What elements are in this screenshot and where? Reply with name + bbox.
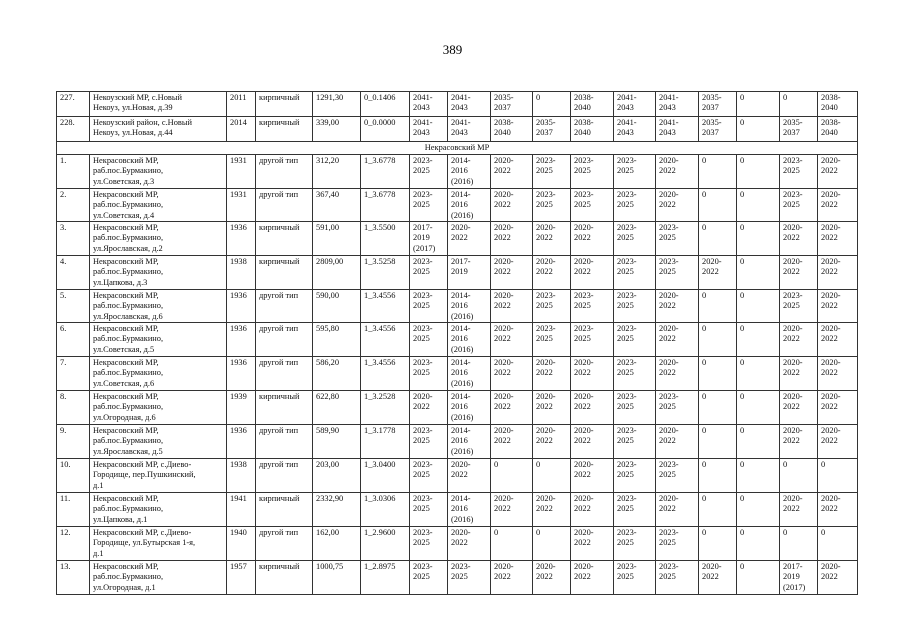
table-cell: 2023- 2025 <box>410 290 448 323</box>
table-cell: кирпичный <box>256 256 313 290</box>
table-cell: 2332,90 <box>313 493 361 527</box>
table-cell: 2023- 2025 <box>780 155 818 189</box>
table-cell: 1936 <box>227 222 256 256</box>
table-cell: 2017- 2019 (2017) <box>410 222 448 256</box>
table-cell: 367,40 <box>313 189 361 222</box>
table-cell: 0 <box>818 527 858 561</box>
table-cell: 2020- 2022 <box>780 222 818 256</box>
table-cell: 1936 <box>227 357 256 391</box>
table-cell: 4. <box>57 256 90 290</box>
table-cell: 2023- 2025 <box>410 459 448 493</box>
table-cell: 2023- 2025 <box>533 189 571 222</box>
table-cell: 2020- 2022 <box>571 256 614 290</box>
table-cell: 2014- 2016 (2016) <box>448 290 491 323</box>
table-cell: другой тип <box>256 425 313 459</box>
section-header <box>57 142 858 155</box>
table-row <box>57 92 858 117</box>
table-cell: 2020- 2022 <box>491 222 533 256</box>
table-cell: 2041- 2043 <box>656 117 699 142</box>
table-cell: Некрасовский МР, раб.пос.Бурмакино, ул.Огородная, д.6 <box>90 391 227 425</box>
table-cell: 1_3.4556 <box>361 290 410 323</box>
table-cell: 0_0.0000 <box>361 117 410 142</box>
table-cell: 2020- 2022 <box>656 189 699 222</box>
table-cell: кирпичный <box>256 117 313 142</box>
rows-previous-district <box>57 92 858 142</box>
table-cell: 2020- 2022 <box>818 425 858 459</box>
table-cell: 2023- 2025 <box>614 561 656 595</box>
table-cell: 2023- 2025 <box>410 561 448 595</box>
table-cell: 2041- 2043 <box>410 92 448 117</box>
table-cell: 1_3.5258 <box>361 256 410 290</box>
table-cell: 586,20 <box>313 357 361 391</box>
table-cell: 0 <box>491 459 533 493</box>
table-row <box>57 459 858 493</box>
table-cell: 203,00 <box>313 459 361 493</box>
table-cell: 2023- 2025 <box>656 459 699 493</box>
table-cell: 2017- 2019 (2017) <box>780 561 818 595</box>
table-cell: 2020- 2022 <box>699 256 737 290</box>
table-row <box>57 425 858 459</box>
table-cell: 2035- 2037 <box>699 92 737 117</box>
table-cell: 339,00 <box>313 117 361 142</box>
table-cell: 2020- 2022 <box>699 561 737 595</box>
table-cell: 1941 <box>227 493 256 527</box>
table-cell: 2041- 2043 <box>410 117 448 142</box>
table-cell: 2023- 2025 <box>614 323 656 357</box>
table-cell: 591,00 <box>313 222 361 256</box>
table-cell: 2023- 2025 <box>656 527 699 561</box>
table-cell: 2020- 2022 <box>448 222 491 256</box>
table-cell: 0 <box>699 290 737 323</box>
table-cell: 0 <box>699 222 737 256</box>
table-cell: 2035- 2037 <box>491 92 533 117</box>
table-cell: 0 <box>737 256 780 290</box>
table-cell: 1936 <box>227 290 256 323</box>
table-cell: 2023- 2025 <box>533 290 571 323</box>
table-cell: 2023- 2025 <box>614 391 656 425</box>
table-cell: другой тип <box>256 357 313 391</box>
table-cell: 2023- 2025 <box>571 189 614 222</box>
table-cell: 1940 <box>227 527 256 561</box>
table-cell: 2020- 2022 <box>491 493 533 527</box>
table-cell: 2023- 2025 <box>614 222 656 256</box>
table-cell: 0 <box>699 391 737 425</box>
table-cell: 2023- 2025 <box>614 357 656 391</box>
table-cell: 2038- 2040 <box>571 92 614 117</box>
table-cell: 595,80 <box>313 323 361 357</box>
table-cell: 2035- 2037 <box>533 117 571 142</box>
table-cell: 2023- 2025 <box>410 493 448 527</box>
table-cell: 0 <box>699 189 737 222</box>
table-cell: 1938 <box>227 459 256 493</box>
table-row <box>57 189 858 222</box>
table-cell: 2020- 2022 <box>818 189 858 222</box>
table-cell: другой тип <box>256 290 313 323</box>
table-cell: 0 <box>737 323 780 357</box>
table-cell: 0 <box>737 155 780 189</box>
table-cell: 2041- 2043 <box>614 117 656 142</box>
table-cell: 0 <box>737 92 780 117</box>
table-cell: 2023- 2025 <box>614 155 656 189</box>
table-cell: 0 <box>533 527 571 561</box>
table-cell: 0 <box>699 357 737 391</box>
table-cell: 2023- 2025 <box>533 155 571 189</box>
table-cell: 1_3.5500 <box>361 222 410 256</box>
table-cell: 1_3.0400 <box>361 459 410 493</box>
table-cell: 0 <box>737 391 780 425</box>
table-cell: 0 <box>737 117 780 142</box>
table-cell: 2020- 2022 <box>571 357 614 391</box>
table-cell: Некоузский район, с.Новый Некоуз, ул.Новая, д.44 <box>90 117 227 142</box>
table-cell: 0 <box>737 290 780 323</box>
table-cell: 11. <box>57 493 90 527</box>
table-cell: 2. <box>57 189 90 222</box>
table-cell: 2023- 2025 <box>410 323 448 357</box>
table-cell: 1936 <box>227 425 256 459</box>
table-cell: 2020- 2022 <box>571 561 614 595</box>
table-cell: 2023- 2025 <box>571 290 614 323</box>
table-cell: Некрасовский МР, раб.пос.Бурмакино, ул.Ярославская, д.6 <box>90 290 227 323</box>
table-cell: 0 <box>737 357 780 391</box>
table-cell: 6. <box>57 323 90 357</box>
table-cell: 590,00 <box>313 290 361 323</box>
table-cell: 0 <box>737 561 780 595</box>
table-cell: другой тип <box>256 527 313 561</box>
table-cell: 2020- 2022 <box>780 256 818 290</box>
table-cell: 622,80 <box>313 391 361 425</box>
table-cell: 2023- 2025 <box>656 561 699 595</box>
table-cell: 9. <box>57 425 90 459</box>
rows-nekrasovsky-district <box>57 155 858 595</box>
table-cell: 2017- 2019 <box>448 256 491 290</box>
table-cell: 2020- 2022 <box>410 391 448 425</box>
table-cell: Некрасовский МР, раб.пос.Бурмакино, ул.Ярославская, д.2 <box>90 222 227 256</box>
page-number: 389 <box>442 42 463 57</box>
table-cell: 1_3.0306 <box>361 493 410 527</box>
table-row <box>57 527 858 561</box>
section-row <box>57 142 858 155</box>
table-cell: 2014- 2016 (2016) <box>448 189 491 222</box>
table-cell: 2023- 2025 <box>614 493 656 527</box>
table-cell: 2041- 2043 <box>614 92 656 117</box>
table-cell: 1938 <box>227 256 256 290</box>
table-cell: 1931 <box>227 155 256 189</box>
housing-table-container <box>56 91 858 595</box>
table-cell: 2023- 2025 <box>448 561 491 595</box>
table-cell: кирпичный <box>256 561 313 595</box>
table-cell: 2020- 2022 <box>533 222 571 256</box>
table-cell: 2020- 2022 <box>656 155 699 189</box>
table-cell: 2020- 2022 <box>818 323 858 357</box>
table-cell: 2038- 2040 <box>491 117 533 142</box>
table-cell: 2023- 2025 <box>780 290 818 323</box>
table-cell: Некрасовский МР, раб.пос.Бурмакино, ул.Советская, д.6 <box>90 357 227 391</box>
table-cell: 1000,75 <box>313 561 361 595</box>
table-cell: 2020- 2022 <box>491 256 533 290</box>
table-cell: 2023- 2025 <box>571 323 614 357</box>
table-cell: 0_0.1406 <box>361 92 410 117</box>
table-cell: 0 <box>737 527 780 561</box>
table-cell: 2011 <box>227 92 256 117</box>
table-cell: 1_3.6778 <box>361 155 410 189</box>
table-cell: Некоузский МР, с.Новый Некоуз, ул.Новая, д.39 <box>90 92 227 117</box>
table-row <box>57 561 858 595</box>
table-cell: 1931 <box>227 189 256 222</box>
table-cell: Некрасовский МР, раб.пос.Бурмакино, ул.Советская, д.3 <box>90 155 227 189</box>
table-cell: 2020- 2022 <box>491 357 533 391</box>
table-cell: другой тип <box>256 189 313 222</box>
table-cell: 312,20 <box>313 155 361 189</box>
table-cell: 2020- 2022 <box>656 425 699 459</box>
table-cell: кирпичный <box>256 92 313 117</box>
table-cell: 1_3.2528 <box>361 391 410 425</box>
table-cell: 227. <box>57 92 90 117</box>
table-cell: другой тип <box>256 459 313 493</box>
table-cell: Некрасовский МР, раб.пос.Бурмакино, ул.Ярославская, д.5 <box>90 425 227 459</box>
table-cell: 10. <box>57 459 90 493</box>
table-cell: 2020- 2022 <box>571 527 614 561</box>
table-cell: 2023- 2025 <box>614 459 656 493</box>
table-cell: 2020- 2022 <box>491 189 533 222</box>
table-cell: 2020- 2022 <box>818 561 858 595</box>
table-cell: 2020- 2022 <box>533 357 571 391</box>
table-cell: Некрасовский МР, с.Диево- Городище, пер.Пушкинский, д.1 <box>90 459 227 493</box>
table-row <box>57 391 858 425</box>
table-cell: 2020- 2022 <box>818 256 858 290</box>
table-cell: 2020- 2022 <box>818 357 858 391</box>
table-cell: 2014- 2016 (2016) <box>448 391 491 425</box>
table-cell: Некрасовский МР, раб.пос.Бурмакино, ул.Советская, д.5 <box>90 323 227 357</box>
table-cell: 0 <box>699 155 737 189</box>
table-cell: 1. <box>57 155 90 189</box>
table-cell: 2023- 2025 <box>614 256 656 290</box>
table-cell: 0 <box>737 459 780 493</box>
table-cell: Некрасовский МР, раб.пос.Бурмакино, ул.Огородная, д.1 <box>90 561 227 595</box>
table-cell: другой тип <box>256 155 313 189</box>
table-cell: 2014- 2016 (2016) <box>448 425 491 459</box>
table-cell: 0 <box>780 527 818 561</box>
table-row <box>57 493 858 527</box>
table-cell: 2041- 2043 <box>656 92 699 117</box>
table-cell: 2020- 2022 <box>780 323 818 357</box>
table-cell: 2023- 2025 <box>571 155 614 189</box>
table-cell: 0 <box>780 92 818 117</box>
table-cell: 2020- 2022 <box>818 290 858 323</box>
table-cell: 2041- 2043 <box>448 117 491 142</box>
table-cell: 1_3.1778 <box>361 425 410 459</box>
table-cell: 0 <box>737 425 780 459</box>
table-row <box>57 117 858 142</box>
table-cell: 589,90 <box>313 425 361 459</box>
table-cell: 2038- 2040 <box>818 92 858 117</box>
table-cell: 1_2.9600 <box>361 527 410 561</box>
table-cell: 0 <box>699 527 737 561</box>
table-cell: 2020- 2022 <box>533 391 571 425</box>
table-cell: 2023- 2025 <box>614 189 656 222</box>
table-cell: 2020- 2022 <box>533 493 571 527</box>
table-cell: 2020- 2022 <box>656 323 699 357</box>
table-cell: 228. <box>57 117 90 142</box>
table-cell: 2020- 2022 <box>491 290 533 323</box>
table-row <box>57 323 858 357</box>
table-cell: 1_3.4556 <box>361 323 410 357</box>
table-cell: 0 <box>699 459 737 493</box>
table-cell: 2020- 2022 <box>780 493 818 527</box>
table-cell: 2020- 2022 <box>491 323 533 357</box>
table-cell: Некрасовский МР, раб.пос.Бурмакино, ул.Цапкова, д.1 <box>90 493 227 527</box>
table-cell: 2020- 2022 <box>491 561 533 595</box>
table-cell: 2020- 2022 <box>491 391 533 425</box>
table-cell: 2023- 2025 <box>656 256 699 290</box>
table-cell: 0 <box>737 493 780 527</box>
table-cell: 2020- 2022 <box>571 493 614 527</box>
table-cell: Некрасовский МР, раб.пос.Бурмакино, ул.Советская, д.4 <box>90 189 227 222</box>
table-cell: 2023- 2025 <box>410 425 448 459</box>
table-cell: 1939 <box>227 391 256 425</box>
table-cell: 2014- 2016 (2016) <box>448 357 491 391</box>
table-cell: 5. <box>57 290 90 323</box>
table-cell: 2020- 2022 <box>818 155 858 189</box>
table-cell: 2020- 2022 <box>533 561 571 595</box>
table-cell: 2035- 2037 <box>780 117 818 142</box>
table-cell: 2020- 2022 <box>656 493 699 527</box>
table-cell: 8. <box>57 391 90 425</box>
table-cell: Некрасовский МР, с.Диево- Городище, ул.Бутырская 1-я, д.1 <box>90 527 227 561</box>
housing-repair-table <box>56 91 858 595</box>
table-cell: 13. <box>57 561 90 595</box>
table-cell: 2038- 2040 <box>818 117 858 142</box>
table-cell: 1_2.8975 <box>361 561 410 595</box>
table-cell: 0 <box>533 92 571 117</box>
table-cell: 2020- 2022 <box>571 391 614 425</box>
table-cell: 2020- 2022 <box>491 155 533 189</box>
table-cell: 0 <box>699 493 737 527</box>
table-cell: 2023- 2025 <box>410 357 448 391</box>
table-cell: 2020- 2022 <box>448 527 491 561</box>
table-cell: 2014- 2016 (2016) <box>448 323 491 357</box>
table-cell: 2020- 2022 <box>533 425 571 459</box>
table-cell: 2020- 2022 <box>818 493 858 527</box>
table-cell: 2020- 2022 <box>448 459 491 493</box>
table-cell: 162,00 <box>313 527 361 561</box>
table-cell: 2020- 2022 <box>780 391 818 425</box>
table-cell: 0 <box>491 527 533 561</box>
table-cell: 2023- 2025 <box>780 189 818 222</box>
table-cell: кирпичный <box>256 222 313 256</box>
table-cell: 2014- 2016 (2016) <box>448 155 491 189</box>
table-cell: 2020- 2022 <box>571 425 614 459</box>
table-cell: 1936 <box>227 323 256 357</box>
table-cell: 7. <box>57 357 90 391</box>
table-cell: 2023- 2025 <box>614 527 656 561</box>
table-cell: 2023- 2025 <box>614 425 656 459</box>
table-cell: 2023- 2025 <box>656 391 699 425</box>
table-cell: 12. <box>57 527 90 561</box>
table-row <box>57 357 858 391</box>
table-cell: 3. <box>57 222 90 256</box>
table-cell: 0 <box>533 459 571 493</box>
table-cell: другой тип <box>256 323 313 357</box>
table-cell: 2020- 2022 <box>818 222 858 256</box>
table-cell: 2035- 2037 <box>699 117 737 142</box>
table-cell: 0 <box>699 425 737 459</box>
table-cell: 1_3.4556 <box>361 357 410 391</box>
table-row <box>57 155 858 189</box>
table-cell: 2014- 2016 (2016) <box>448 493 491 527</box>
table-cell: 0 <box>818 459 858 493</box>
table-cell: 1_3.6778 <box>361 189 410 222</box>
table-cell: 2023- 2025 <box>410 189 448 222</box>
table-cell: 1291,30 <box>313 92 361 117</box>
table-row <box>57 222 858 256</box>
table-cell: 0 <box>699 323 737 357</box>
table-cell: 2041- 2043 <box>448 92 491 117</box>
table-cell: 2020- 2022 <box>656 290 699 323</box>
table-row <box>57 256 858 290</box>
table-cell: 2023- 2025 <box>410 527 448 561</box>
table-cell: 2023- 2025 <box>410 256 448 290</box>
table-cell: 0 <box>737 222 780 256</box>
table-cell: 2014 <box>227 117 256 142</box>
table-cell: 0 <box>780 459 818 493</box>
table-cell: 2020- 2022 <box>780 357 818 391</box>
section-title: Некрасовский МР <box>57 142 858 155</box>
table-cell: 2020- 2022 <box>780 425 818 459</box>
table-cell: 0 <box>737 189 780 222</box>
table-cell: 2023- 2025 <box>614 290 656 323</box>
table-cell: 2020- 2022 <box>571 459 614 493</box>
table-cell: кирпичный <box>256 391 313 425</box>
table-cell: 2020- 2022 <box>491 425 533 459</box>
table-cell: 2020- 2022 <box>656 357 699 391</box>
table-cell: кирпичный <box>256 493 313 527</box>
table-cell: 2023- 2025 <box>533 323 571 357</box>
table-cell: 2038- 2040 <box>571 117 614 142</box>
table-cell: 2023- 2025 <box>656 222 699 256</box>
table-cell: 2020- 2022 <box>818 391 858 425</box>
table-cell: 2809,00 <box>313 256 361 290</box>
table-row <box>57 290 858 323</box>
table-cell: 2020- 2022 <box>533 256 571 290</box>
table-cell: 2020- 2022 <box>571 222 614 256</box>
table-cell: Некрасовский МР, раб.пос.Бурмакино, ул.Цапкова, д.3 <box>90 256 227 290</box>
table-cell: 2023- 2025 <box>410 155 448 189</box>
table-cell: 1957 <box>227 561 256 595</box>
